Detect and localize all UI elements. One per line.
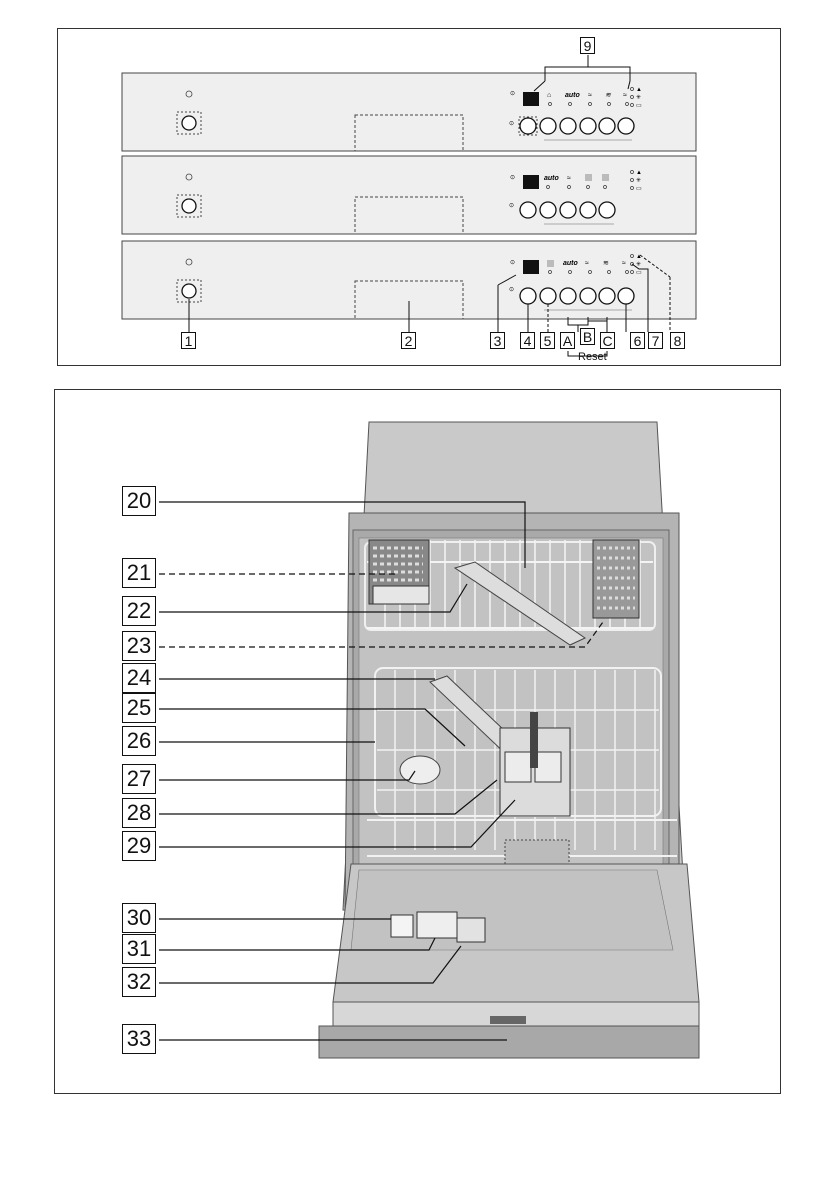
callout-32: 32	[122, 967, 156, 997]
callout-8: 8	[670, 332, 685, 349]
callout-22: 22	[122, 596, 156, 626]
callout-1: 1	[181, 332, 196, 349]
control-panel-2	[122, 156, 696, 234]
callout-B: B	[580, 328, 595, 345]
callout-30: 30	[122, 903, 156, 933]
callout-20: 20	[122, 486, 156, 516]
svg-text:≋: ≋	[603, 260, 609, 267]
callout-2: 2	[401, 332, 416, 349]
svg-text:⊙: ⊙	[510, 260, 516, 266]
callout-6: 6	[630, 332, 645, 349]
svg-text:▲: ▲	[636, 254, 642, 260]
callout-A: A	[560, 332, 575, 349]
svg-text:⌂: ⌂	[547, 92, 552, 99]
svg-text:auto: auto	[565, 92, 580, 99]
callout-33: 33	[122, 1024, 156, 1054]
svg-text:≈: ≈	[588, 92, 592, 99]
callout-7: 7	[648, 332, 663, 349]
callout-28: 28	[122, 798, 156, 828]
svg-text:auto: auto	[544, 175, 559, 182]
control-panel-frame	[57, 28, 781, 366]
svg-text:✳: ✳	[636, 262, 642, 268]
callout-9: 9	[580, 37, 595, 54]
svg-text:▭: ▭	[636, 103, 642, 109]
svg-text:⊙: ⊙	[509, 287, 515, 293]
callout-3: 3	[490, 332, 505, 349]
reset-label: Reset	[578, 351, 607, 363]
callout-C: C	[600, 332, 615, 349]
svg-text:≈: ≈	[567, 175, 571, 182]
svg-text:⊙: ⊙	[510, 175, 516, 181]
callout-21: 21	[122, 558, 156, 588]
svg-text:⊙: ⊙	[509, 121, 515, 127]
callout-24: 24	[122, 663, 156, 693]
svg-text:≋: ≋	[605, 92, 611, 99]
svg-text:≈: ≈	[623, 92, 627, 99]
svg-text:▲: ▲	[636, 87, 642, 93]
callout-4: 4	[520, 332, 535, 349]
svg-text:▭: ▭	[636, 186, 642, 192]
dishwasher-drawing	[55, 390, 782, 1095]
svg-text:⊙: ⊙	[510, 91, 516, 97]
svg-text:≈: ≈	[622, 260, 626, 267]
svg-text:⊙: ⊙	[509, 203, 515, 209]
dishwasher-frame	[54, 389, 781, 1094]
svg-text:✳: ✳	[636, 178, 642, 184]
callout-23: 23	[122, 631, 156, 661]
control-panels-drawing	[58, 29, 782, 367]
control-panel-1	[122, 73, 696, 151]
callout-27: 27	[122, 764, 156, 794]
svg-text:✳: ✳	[636, 95, 642, 101]
callout-25: 25	[122, 693, 156, 723]
svg-text:▭: ▭	[636, 270, 642, 276]
svg-text:≈: ≈	[585, 260, 589, 267]
svg-text:auto: auto	[563, 260, 578, 267]
callout-26: 26	[122, 726, 156, 756]
callout-5: 5	[540, 332, 555, 349]
svg-text:▲: ▲	[636, 170, 642, 176]
callout-31: 31	[122, 934, 156, 964]
callout-29: 29	[122, 831, 156, 861]
